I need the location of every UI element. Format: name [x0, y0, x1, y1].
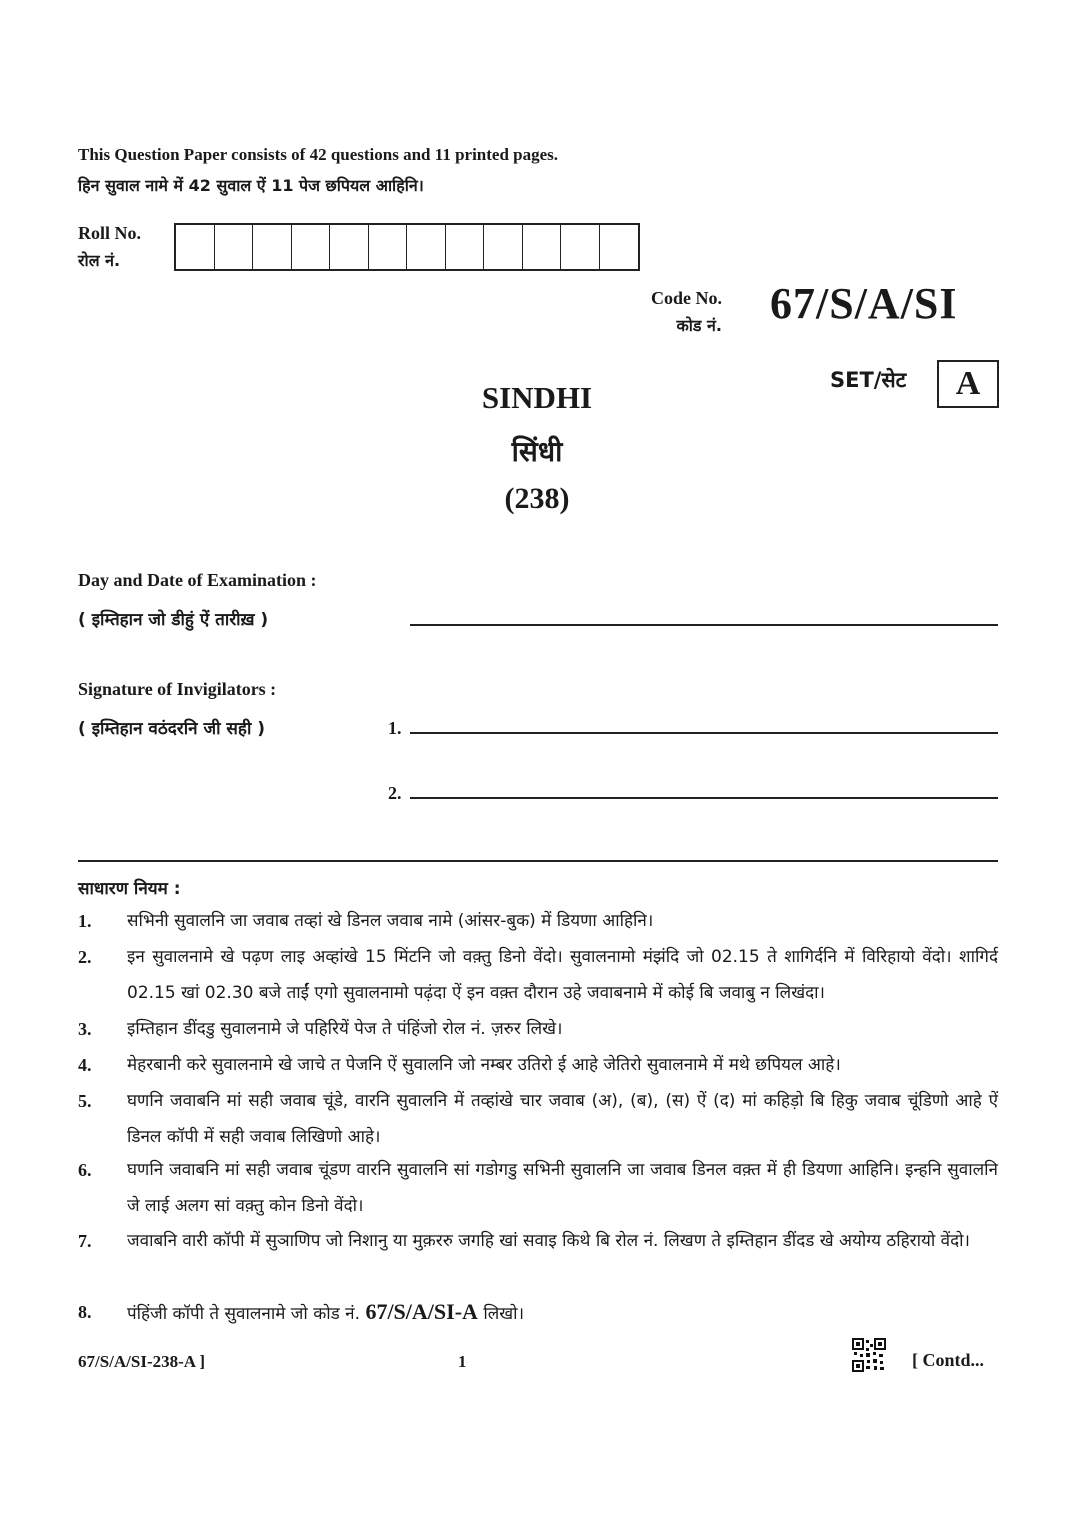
exam-date-label-english: Day and Date of Examination :	[78, 570, 317, 590]
instruction-text: इम्तिहान डींदडु सुवालनामे जे पहिरियें पेज ते पंहिंजो रोल नं. ज़रुर लिखे।	[127, 1019, 563, 1039]
instructions-title: साधारण नियम :	[78, 879, 181, 899]
instruction-number: 1.	[78, 911, 92, 931]
roll-number-cell[interactable]	[600, 225, 639, 269]
roll-number-cell[interactable]	[253, 225, 292, 269]
invigilator-signature-label-english: Signature of Invigilators :	[78, 679, 277, 699]
instruction-number: 4.	[78, 1055, 92, 1075]
exam-date-line[interactable]	[410, 624, 998, 626]
roll-number-cell[interactable]	[176, 225, 215, 269]
subject-code: (238)	[504, 482, 570, 515]
roll-label	[78, 220, 141, 274]
instruction-number: 3.	[78, 1019, 92, 1039]
instruction-text-after: लिखो।	[477, 1304, 525, 1324]
roll-number-cell[interactable]	[330, 225, 369, 269]
code-label-english: Code No.	[651, 288, 722, 308]
instruction-number: 5.	[78, 1091, 92, 1111]
instruction-text: घणनि जवाबनि मां सही जवाब चूंडण वारनि सुवालनि सां गडोगडु सभिनी सुवालनि जा जवाब डिनल वक़्त में ही डियणा आहिनि। इन्हनि सुवालनि जे लाई अलग सां वक़्तु कोन डिनो वेंदो।	[127, 1160, 998, 1216]
instruction-number: 7.	[78, 1231, 92, 1251]
roll-number-grid[interactable]	[174, 223, 640, 271]
roll-number-cell[interactable]	[215, 225, 254, 269]
exam-date-label-hindi: ( इम्तिहान जो डीहुं ऐं तारीख़ )	[78, 610, 269, 630]
instruction-text: मेहरबानी करे सुवालनामे खे जाचे त पेजनि ऐं सुवालनि जो नम्बर उतिरो ई आहे जेतिरो सुवालनामे में मथे छपियल आहे।	[127, 1055, 841, 1075]
code-value: 67/S/A/SI	[770, 279, 958, 328]
signature-1-number: 1.	[388, 718, 402, 738]
roll-number-cell[interactable]	[292, 225, 331, 269]
signature-2-line[interactable]	[410, 797, 998, 799]
subject-title-english: SINDHI	[481, 380, 593, 415]
subject-title-hindi: सिंधी	[511, 435, 563, 468]
invigilator-signature-label-hindi: ( इम्तिहान वठंदरनि जी सही )	[78, 719, 266, 739]
footer-page-number: 1	[458, 1352, 467, 1371]
header-line-english: This Question Paper consists of 42 questions and 11 printed pages.	[78, 145, 559, 164]
roll-number-cell[interactable]	[561, 225, 600, 269]
roll-number-cell[interactable]	[523, 225, 562, 269]
footer-contd: [ Contd...	[912, 1350, 985, 1370]
set-label: SET/सेट	[830, 368, 907, 392]
code-label	[620, 284, 722, 340]
roll-number-cell[interactable]	[446, 225, 485, 269]
roll-number-cell[interactable]	[369, 225, 408, 269]
instruction-text: घणनि जवाबनि मां सही जवाब चूंडे, वारनि सुवालनि में तव्हांखे चार जवाब (अ), (ब), (स) ऐं (द) मां कहिड़ो बि हिकु जवाब चूंडिणो आहे ऐं डिनल कॉपी में सही जवाब लिखिणो आहे।	[127, 1091, 998, 1147]
set-box: A	[937, 360, 999, 408]
instruction-text	[127, 1294, 998, 1332]
instruction-text-before: पंहिंजी कॉपी ते सुवालनामे जो कोड नं.	[127, 1304, 366, 1324]
instruction-number: 6.	[78, 1160, 92, 1180]
code-label-hindi: कोड नं.	[676, 316, 722, 335]
qr-code-icon	[852, 1338, 886, 1372]
header-line-hindi: हिन सुवाल नामे में 42 सुवाल ऐं 11 पेज छपियल आहिनि।	[78, 176, 424, 195]
instruction-text: इन सुवालनामे खे पढ़ण लाइ अव्हांखे 15 मिंटनि जो वक़्तु डिनो वेंदो। सुवालनामो मंझंदि जो 02.15 ते शागिर्दनि में विरिहायो वेंदो। शागिर्द 02.15 खां 02.30 बजे ताईं एगो सुवालनामो पढ़ंदा ऐं इन वक़्त दौरान उहे जवाबनामे में कोई बि जवाबु न लिखंदा।	[127, 947, 998, 1003]
roll-number-cell[interactable]	[484, 225, 523, 269]
signature-1-line[interactable]	[410, 732, 998, 734]
instruction-number: 2.	[78, 947, 92, 967]
instruction-code: 67/S/A/SI-A	[365, 1299, 478, 1324]
instruction-text: जवाबनि वारी कॉपी में सुञाणिप जो निशानु या मुक़ररु जगहि खां सवाइ किथे बि रोल नं. लिखण ते इम्तिहान डींदड खे अयोग्य ठहिरायो वेंदो।	[127, 1231, 970, 1251]
roll-label-hindi: रोल नं.	[78, 251, 121, 270]
roll-label-english: Roll No.	[78, 223, 141, 243]
signature-2-number: 2.	[388, 783, 402, 803]
roll-number-cell[interactable]	[407, 225, 446, 269]
section-divider	[78, 860, 998, 862]
instruction-number: 8.	[78, 1302, 92, 1322]
instruction-text: सभिनी सुवालनि जा जवाब तव्हां खे डिनल जवाब नामे (आंसर-बुक) में डियणा आहिनि।	[127, 911, 654, 931]
footer-code: 67/S/A/SI-238-A ]	[78, 1352, 206, 1371]
